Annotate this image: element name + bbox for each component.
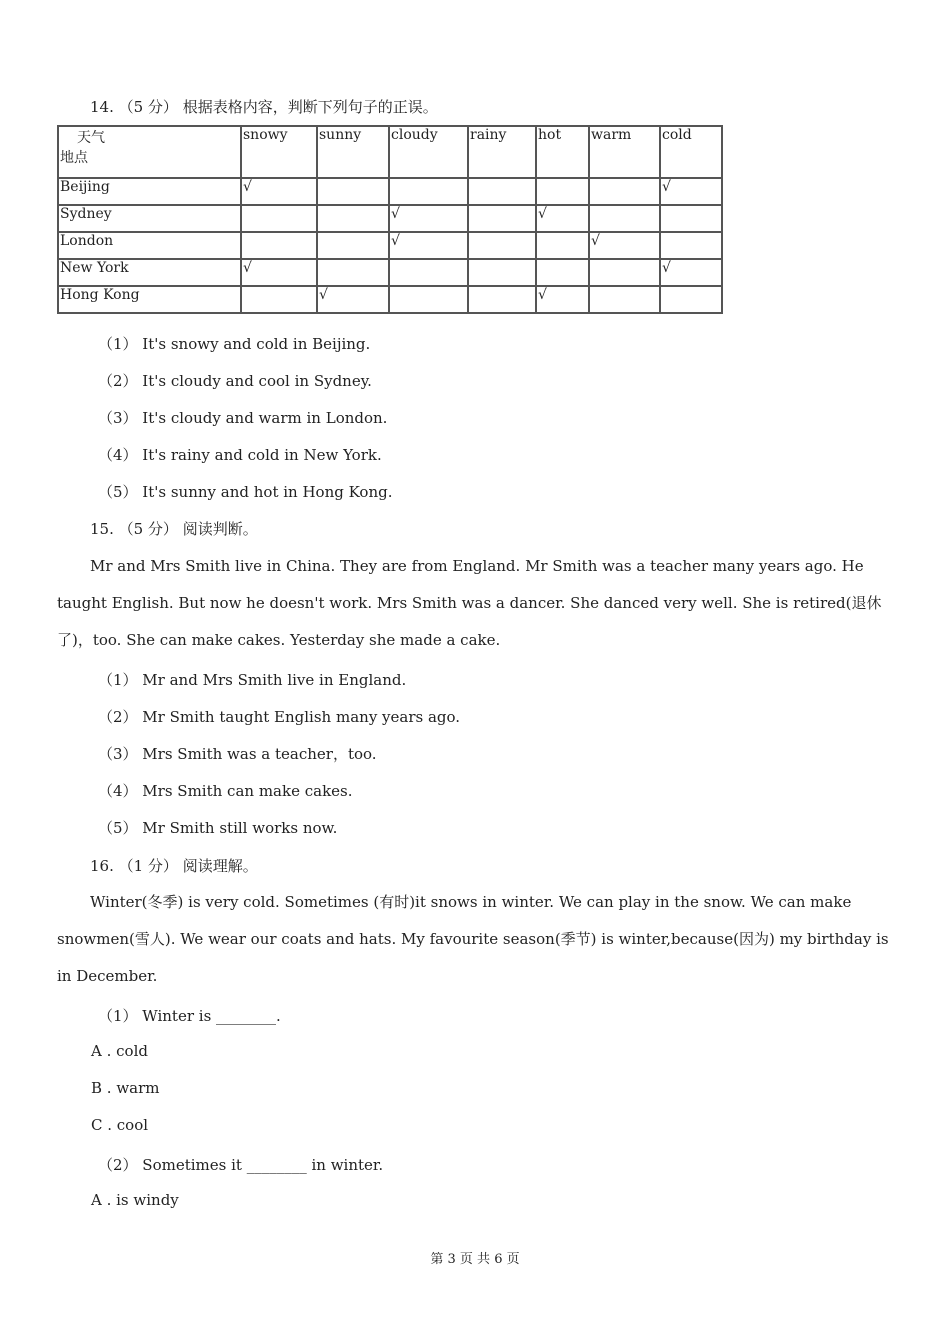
mark-cell: √ [389,232,468,259]
q16-sub1-question: （1） Winter is ________. [98,1007,281,1025]
table-row [58,286,722,313]
mark-cell [589,205,660,232]
question-16-heading: 16. （1 分） 阅读理解。 [90,857,258,875]
place-cell: Beijing [58,178,241,205]
q15-statement-1: （1） Mr and Mrs Smith live in England. [98,671,407,689]
q16-sub1-option-b: B . warm [91,1079,160,1097]
mark-cell [317,259,389,286]
mark-cell [389,178,468,205]
mark-cell: √ [660,178,722,205]
question-14-heading: 14. （5 分） 根据表格内容，判断下列句子的正误。 [90,98,438,116]
q15-statement-3: （3） Mrs Smith was a teacher，too. [98,745,377,763]
q16-passage: Winter(冬季) is very cold. Sometimes (有时)it snows in winter. We can play in the snow. We can make snowmen(雪人). We wear our coats and hats. My favourite season(季节) is winter,because(因为) my birthday is in December. [57,893,889,985]
q16-sub1-option-a: A . cold [91,1042,148,1060]
column-header: cloudy [389,126,468,178]
q14-statement-4: （4） It's rainy and cold in New York. [98,446,382,464]
mark-cell [241,232,317,259]
mark-cell: √ [536,286,589,313]
table-row [58,178,722,205]
q16-sub1-option-c: C . cool [91,1116,149,1134]
q14-statement-5: （5） It's sunny and hot in Hong Kong. [98,483,393,501]
q15-statement-4: （4） Mrs Smith can make cakes. [98,782,353,800]
mark-cell [660,232,722,259]
mark-cell [589,286,660,313]
column-header: snowy [241,126,317,178]
q14-statement-1: （1） It's snowy and cold in Beijing. [98,335,371,353]
corner-weather-label: 天气 [77,130,105,146]
mark-cell [241,205,317,232]
mark-cell: √ [389,205,468,232]
mark-cell [241,286,317,313]
q15-statement-5: （5） Mr Smith still works now. [98,819,338,837]
mark-cell [468,205,536,232]
mark-cell [536,178,589,205]
place-cell: Hong Kong [58,286,241,313]
mark-cell [589,178,660,205]
q16-sub2-question: （2） Sometimes it ________ in winter. [98,1156,384,1174]
mark-cell [536,259,589,286]
mark-cell: √ [589,232,660,259]
mark-cell [589,259,660,286]
column-header: sunny [317,126,389,178]
column-header: warm [589,126,660,178]
mark-cell: √ [241,178,317,205]
mark-cell [536,232,589,259]
mark-cell: √ [317,286,389,313]
table-row [58,232,722,259]
place-cell: Sydney [58,205,241,232]
table-corner-cell [58,126,241,178]
q14-statement-3: （3） It's cloudy and warm in London. [98,409,388,427]
mark-cell [317,232,389,259]
place-cell: New York [58,259,241,286]
table-row [58,259,722,286]
column-header: cold [660,126,722,178]
table-row [58,205,722,232]
mark-cell [660,286,722,313]
column-header: hot [536,126,589,178]
q16-sub2-option-a: A . is windy [91,1191,179,1209]
weather-table [57,125,723,314]
question-15-heading: 15. （5 分） 阅读判断。 [90,520,258,538]
mark-cell [389,286,468,313]
q14-statement-2: （2） It's cloudy and cool in Sydney. [98,372,372,390]
corner-place-label: 地点 [60,150,88,166]
q15-statement-2: （2） Mr Smith taught English many years ago. [98,708,461,726]
table-header-row [58,126,722,178]
mark-cell [468,178,536,205]
column-header: rainy [468,126,536,178]
place-cell: London [58,232,241,259]
mark-cell [389,259,468,286]
mark-cell [468,286,536,313]
mark-cell [468,232,536,259]
mark-cell: √ [536,205,589,232]
mark-cell [660,205,722,232]
mark-cell: √ [241,259,317,286]
mark-cell [468,259,536,286]
mark-cell: √ [660,259,722,286]
q15-passage: Mr and Mrs Smith live in China. They are from England. Mr Smith was a teacher many years ago. He taught English. But now he doesn't work. Mrs Smith was a dancer. She danced very well. She is retired(退休了)，too. She can make cakes. Yesterday she made a cake. [57,557,882,649]
page-footer: 第 3 页 共 6 页 [430,1252,520,1267]
mark-cell [317,205,389,232]
mark-cell [317,178,389,205]
